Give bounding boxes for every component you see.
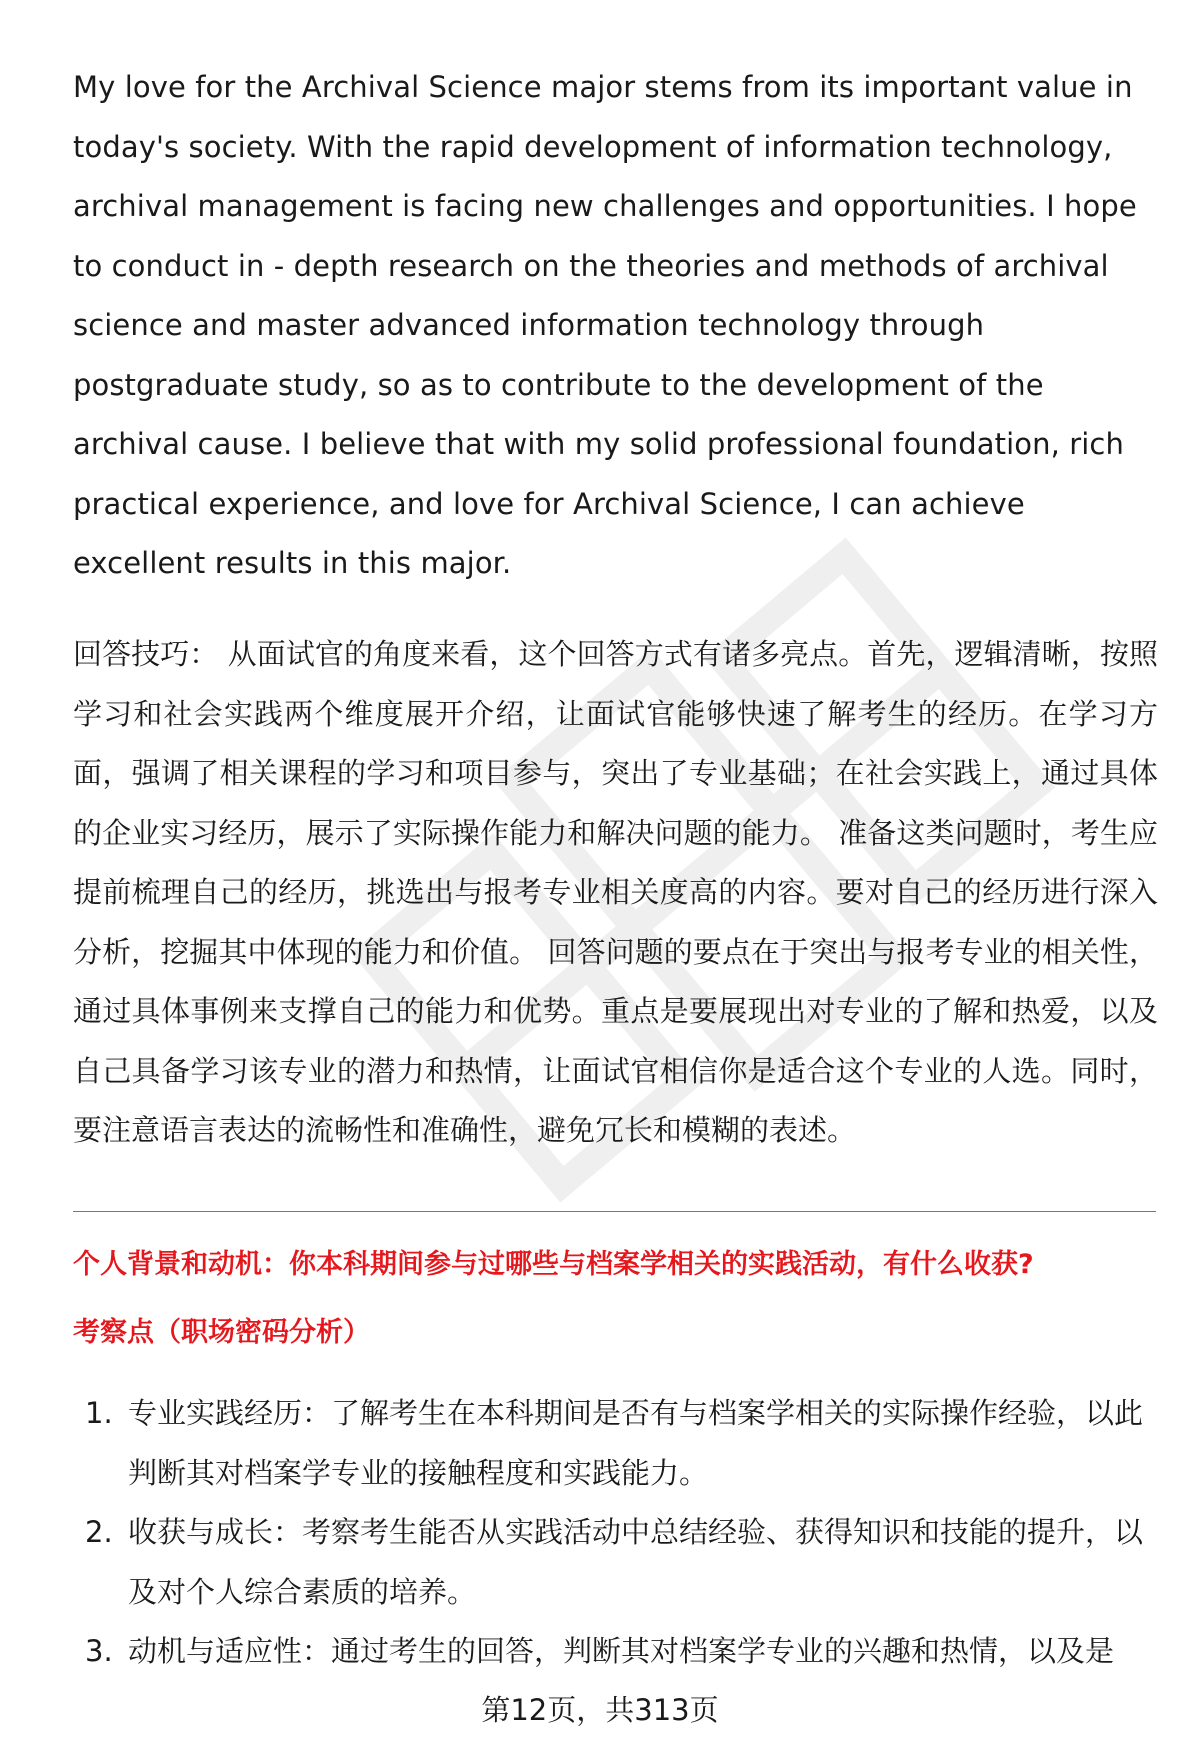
assessment-points-heading: 考察点（职场密码分析）	[73, 1317, 370, 1348]
list-item-text: 动机与适应性：通过考生的回答，判断其对档案学专业的兴趣和热情，以及是	[128, 1634, 1115, 1668]
section-divider	[73, 1211, 1156, 1212]
list-item	[73, 1622, 1158, 1682]
list-item-number: 2.	[85, 1515, 113, 1549]
list-item-number: 3.	[85, 1634, 113, 1668]
document-page	[73, 0, 1158, 1755]
list-item-number: 1.	[85, 1396, 113, 1430]
page-number-footer: 第12页，共313页	[481, 1693, 719, 1727]
assessment-points-list	[73, 1384, 1158, 1682]
list-item-text: 专业实践经历：了解考生在本科期间是否有与档案学相关的实际操作经验，以此判断其对档案学专业的接触程度和实践能力。	[128, 1396, 1144, 1490]
question-heading: 个人背景和动机：你本科期间参与过哪些与档案学相关的实践活动，有什么收获?	[73, 1249, 1034, 1280]
list-item	[73, 1384, 1158, 1503]
intro-paragraph: My love for the Archival Science major stems from its important value in today's society. With the rapid development of information technology, archival management is facing new challenges and opportunities. I hope to conduct in - depth research on the theories and methods of archival science and master advanced information technology through postgraduate study, so as to contribute to the development of the archival cause. I believe that with my solid professional foundation, rich practical experience, and love for Archival Science, I can achieve excellent results in this major.	[73, 70, 1137, 580]
list-item	[73, 1503, 1158, 1622]
answer-tips-paragraph: 回答技巧： 从面试官的角度来看，这个回答方式有诸多亮点。首先，逻辑清晰，按照学习和社会实践两个维度展开介绍，让面试官能够快速了解考生的经历。在学习方面，强调了相关课程的学习和项目参与，突出了专业基础；在社会实践上，通过具体的企业实习经历，展示了实际操作能力和解决问题的能力。 准备这类问题时，考生应提前梳理自己的经历，挑选出与报考专业相关度高的内容。要对自己的经历进行深入分析，挖掘其中体现的能力和价值。 回答问题的要点在于突出与报考专业的相关性，通过具体事例来支撑自己的能力和优势。重点是要展现出对专业的了解和热爱，以及自己具备学习该专业的潜力和热情，让面试官相信你是适合这个专业的人选。同时，要注意语言表达的流畅性和准确性，避免冗长和模糊的表述。	[73, 637, 1158, 1147]
list-item-text: 收获与成长：考察考生能否从实践活动中总结经验、获得知识和技能的提升，以及对个人综合素质的培养。	[128, 1515, 1144, 1609]
